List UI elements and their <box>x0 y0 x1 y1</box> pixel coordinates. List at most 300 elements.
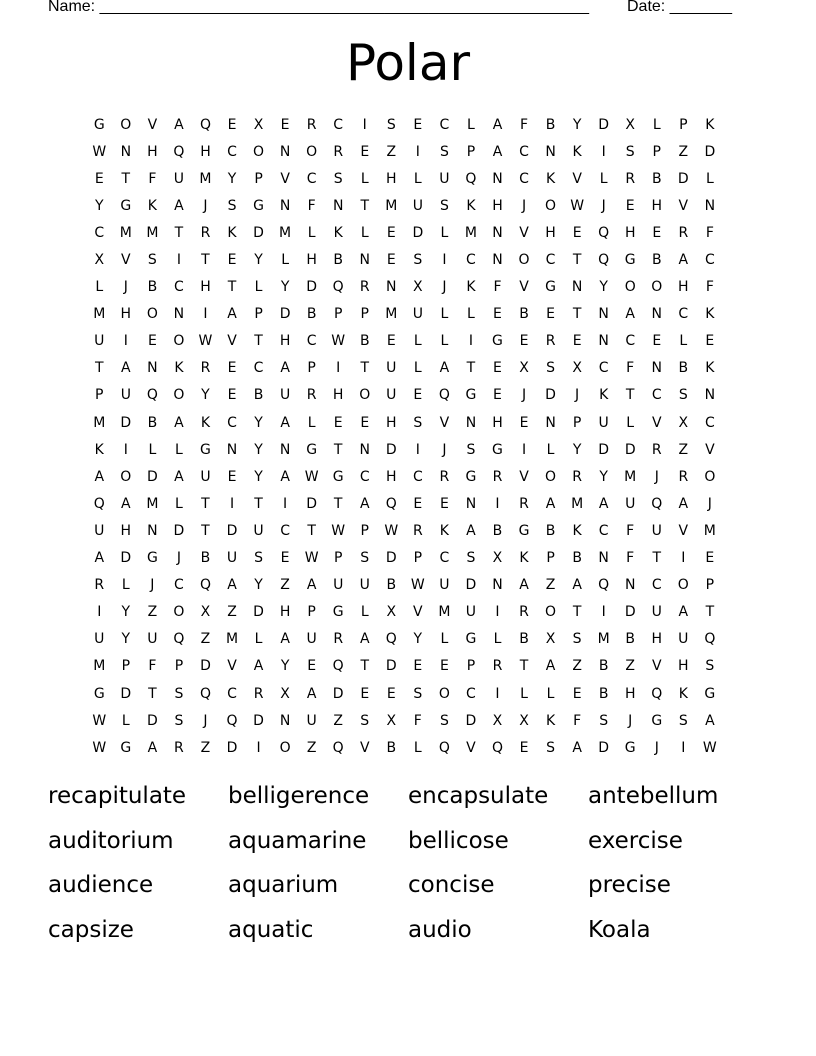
grid-cell[interactable]: Y <box>572 116 582 133</box>
grid-cell[interactable]: R <box>439 468 450 485</box>
grid-cell[interactable]: T <box>652 550 662 567</box>
grid-cell[interactable]: U <box>465 604 477 621</box>
grid-cell[interactable]: E <box>572 685 582 702</box>
grid-cell[interactable]: U <box>651 604 662 621</box>
grid-cell[interactable]: U <box>94 333 105 350</box>
grid-cell[interactable]: C <box>704 414 715 431</box>
grid-cell[interactable]: X <box>253 116 264 133</box>
grid-cell[interactable]: I <box>123 333 128 350</box>
grid-cell[interactable]: E <box>625 197 635 214</box>
grid-cell[interactable]: I <box>229 495 235 512</box>
grid-cell[interactable]: L <box>413 360 422 377</box>
grid-cell[interactable]: T <box>572 306 582 323</box>
grid-cell[interactable]: A <box>174 468 184 485</box>
grid-cell[interactable]: J <box>628 712 633 729</box>
grid-cell[interactable]: D <box>598 441 610 458</box>
grid-cell[interactable]: U <box>439 170 450 187</box>
grid-cell[interactable]: V <box>466 739 476 756</box>
grid-cell[interactable]: P <box>254 170 263 187</box>
grid-cell[interactable]: Z <box>306 739 317 756</box>
grid-cell[interactable]: Z <box>678 441 689 458</box>
grid-cell[interactable]: C <box>94 224 105 241</box>
grid-cell[interactable]: M <box>146 495 159 512</box>
grid-cell[interactable]: D <box>624 604 636 621</box>
grid-cell[interactable]: L <box>440 333 449 350</box>
grid-cell[interactable]: V <box>413 604 423 621</box>
grid-cell[interactable]: K <box>678 685 688 702</box>
grid-cell[interactable]: L <box>413 739 422 756</box>
grid-cell[interactable]: A <box>227 306 237 323</box>
grid-cell[interactable]: V <box>651 414 662 431</box>
grid-cell[interactable]: C <box>704 252 715 269</box>
grid-cell[interactable]: K <box>705 306 715 323</box>
grid-cell[interactable]: V <box>519 279 529 296</box>
grid-cell[interactable]: Q <box>491 739 503 756</box>
grid-cell[interactable]: I <box>415 143 420 160</box>
grid-cell[interactable]: S <box>360 550 370 567</box>
grid-cell[interactable]: P <box>466 143 476 160</box>
grid-cell[interactable]: I <box>521 441 527 458</box>
grid-cell[interactable]: L <box>546 441 555 458</box>
grid-cell[interactable]: I <box>256 739 261 756</box>
grid-cell[interactable]: M <box>624 468 637 485</box>
grid-cell[interactable]: K <box>545 712 556 729</box>
grid-cell[interactable]: L <box>652 116 661 133</box>
grid-cell[interactable]: X <box>625 116 635 133</box>
grid-cell[interactable]: G <box>200 441 211 458</box>
grid-cell[interactable]: L <box>440 631 449 648</box>
grid-cell[interactable]: E <box>652 224 662 241</box>
grid-cell[interactable]: E <box>519 333 529 350</box>
grid-cell[interactable]: U <box>306 631 317 648</box>
grid-cell[interactable]: L <box>121 712 130 729</box>
grid-cell[interactable]: E <box>147 333 157 350</box>
grid-cell[interactable]: C <box>466 252 476 269</box>
grid-cell[interactable]: W <box>304 550 319 567</box>
grid-cell[interactable]: B <box>147 279 158 296</box>
grid-cell[interactable]: T <box>254 495 263 512</box>
grid-cell[interactable]: M <box>597 631 610 648</box>
grid-cell[interactable]: N <box>492 224 503 241</box>
grid-cell[interactable]: R <box>519 604 529 621</box>
grid-cell[interactable]: H <box>120 522 132 539</box>
grid-cell[interactable]: P <box>95 387 104 404</box>
grid-cell[interactable]: D <box>677 170 689 187</box>
grid-cell[interactable]: D <box>385 550 397 567</box>
grid-cell[interactable]: L <box>281 252 289 269</box>
grid-cell[interactable]: I <box>601 604 606 621</box>
grid-cell[interactable]: R <box>200 224 211 241</box>
grid-cell[interactable]: N <box>279 143 291 160</box>
grid-cell[interactable]: N <box>147 360 158 377</box>
grid-cell[interactable]: Y <box>254 414 263 431</box>
grid-cell[interactable]: W <box>92 712 107 729</box>
grid-cell[interactable]: M <box>119 224 132 241</box>
grid-cell[interactable]: O <box>173 604 185 621</box>
grid-cell[interactable]: C <box>651 577 662 594</box>
grid-cell[interactable]: B <box>598 658 609 675</box>
grid-cell[interactable]: S <box>413 685 423 702</box>
grid-cell[interactable]: Z <box>545 577 556 594</box>
grid-cell[interactable]: A <box>678 604 689 621</box>
grid-cell[interactable]: N <box>651 306 662 323</box>
grid-cell[interactable]: S <box>174 685 184 702</box>
grid-cell[interactable]: H <box>279 333 291 350</box>
grid-cell[interactable]: A <box>678 495 689 512</box>
grid-cell[interactable]: A <box>121 495 131 512</box>
grid-cell[interactable]: L <box>493 631 502 648</box>
grid-cell[interactable]: W <box>331 333 346 350</box>
grid-cell[interactable]: S <box>439 712 449 729</box>
grid-cell[interactable]: M <box>385 306 398 323</box>
grid-cell[interactable]: E <box>360 414 370 431</box>
grid-cell[interactable]: D <box>704 143 716 160</box>
grid-cell[interactable]: C <box>519 143 529 160</box>
grid-cell[interactable]: O <box>651 279 663 296</box>
grid-cell[interactable]: B <box>678 360 689 377</box>
grid-cell[interactable]: B <box>200 550 211 567</box>
grid-cell[interactable]: I <box>601 143 606 160</box>
grid-cell[interactable]: D <box>279 306 291 323</box>
grid-cell[interactable]: A <box>598 495 609 512</box>
grid-cell[interactable]: L <box>148 441 157 458</box>
grid-cell[interactable]: L <box>467 116 475 133</box>
grid-cell[interactable]: Q <box>199 116 211 133</box>
grid-cell[interactable]: G <box>146 550 158 567</box>
grid-cell[interactable]: D <box>173 522 185 539</box>
grid-cell[interactable]: R <box>492 658 503 675</box>
grid-cell[interactable]: A <box>174 197 184 214</box>
grid-cell[interactable]: L <box>413 333 422 350</box>
grid-cell[interactable]: H <box>386 414 397 431</box>
grid-cell[interactable]: N <box>120 143 132 160</box>
grid-cell[interactable]: S <box>386 116 396 133</box>
grid-cell[interactable]: A <box>545 658 556 675</box>
grid-cell[interactable]: P <box>546 550 555 567</box>
grid-cell[interactable]: E <box>280 550 290 567</box>
grid-cell[interactable]: K <box>333 224 343 241</box>
grid-cell[interactable]: S <box>546 739 556 756</box>
grid-cell[interactable]: E <box>386 685 396 702</box>
grid-cell[interactable]: L <box>360 224 369 241</box>
grid-cell[interactable]: U <box>94 631 105 648</box>
grid-cell[interactable]: Z <box>227 604 237 621</box>
grid-cell[interactable]: B <box>545 116 556 133</box>
grid-cell[interactable]: L <box>705 170 714 187</box>
grid-cell[interactable]: X <box>519 360 529 377</box>
grid-cell[interactable]: D <box>146 712 158 729</box>
grid-cell[interactable]: C <box>253 360 264 377</box>
grid-cell[interactable]: I <box>681 739 686 756</box>
grid-cell[interactable]: U <box>147 631 158 648</box>
grid-cell[interactable]: J <box>601 197 606 214</box>
grid-cell[interactable]: K <box>439 522 449 539</box>
grid-cell[interactable]: D <box>200 658 211 675</box>
grid-cell[interactable]: R <box>359 279 370 296</box>
grid-cell[interactable]: C <box>227 414 237 431</box>
grid-cell[interactable]: Z <box>572 658 582 675</box>
grid-cell[interactable]: P <box>705 577 715 594</box>
grid-cell[interactable]: I <box>362 116 367 133</box>
grid-cell[interactable]: R <box>678 468 689 485</box>
grid-cell[interactable]: J <box>150 577 155 594</box>
grid-cell[interactable]: M <box>93 414 106 431</box>
grid-cell[interactable]: V <box>519 224 529 241</box>
grid-cell[interactable]: Q <box>199 577 211 594</box>
grid-cell[interactable]: S <box>625 143 635 160</box>
grid-cell[interactable]: B <box>651 252 662 269</box>
grid-cell[interactable]: W <box>384 522 399 539</box>
grid-cell[interactable]: E <box>307 658 317 675</box>
grid-cell[interactable]: N <box>571 279 583 296</box>
grid-cell[interactable]: K <box>572 522 582 539</box>
grid-cell[interactable]: U <box>439 577 450 594</box>
grid-cell[interactable]: P <box>121 658 131 675</box>
grid-cell[interactable]: S <box>599 712 609 729</box>
grid-cell[interactable]: D <box>598 739 610 756</box>
grid-cell[interactable]: L <box>95 279 104 296</box>
grid-cell[interactable]: H <box>147 143 158 160</box>
grid-cell[interactable]: H <box>492 197 503 214</box>
grid-cell[interactable]: O <box>120 468 132 485</box>
grid-cell[interactable]: T <box>519 658 529 675</box>
grid-cell[interactable]: Q <box>598 577 610 594</box>
grid-cell[interactable]: G <box>253 197 264 214</box>
grid-cell[interactable]: E <box>413 387 423 404</box>
grid-cell[interactable]: N <box>545 143 556 160</box>
grid-cell[interactable]: T <box>572 604 582 621</box>
grid-cell[interactable]: M <box>93 658 106 675</box>
grid-cell[interactable]: S <box>147 252 157 269</box>
grid-cell[interactable]: C <box>651 387 662 404</box>
grid-cell[interactable]: T <box>201 495 210 512</box>
grid-cell[interactable]: A <box>572 739 582 756</box>
grid-cell[interactable]: G <box>93 116 105 133</box>
grid-cell[interactable]: J <box>176 550 181 567</box>
grid-cell[interactable]: S <box>254 550 263 567</box>
grid-cell[interactable]: N <box>279 712 291 729</box>
grid-cell[interactable]: J <box>203 197 208 214</box>
grid-cell[interactable]: F <box>493 279 502 296</box>
grid-cell[interactable]: C <box>174 577 184 594</box>
grid-cell[interactable]: H <box>651 631 663 648</box>
grid-cell[interactable]: T <box>307 522 316 539</box>
grid-cell[interactable]: N <box>598 333 609 350</box>
grid-cell[interactable]: E <box>439 658 449 675</box>
grid-cell[interactable]: N <box>359 252 370 269</box>
grid-cell[interactable]: F <box>705 279 714 296</box>
grid-cell[interactable]: B <box>651 170 662 187</box>
grid-cell[interactable]: B <box>386 577 397 594</box>
grid-cell[interactable]: S <box>227 197 237 214</box>
grid-cell[interactable]: F <box>148 170 157 187</box>
grid-cell[interactable]: F <box>148 658 157 675</box>
grid-cell[interactable]: N <box>279 197 291 214</box>
date-field[interactable]: Date: _______ <box>627 0 732 15</box>
grid-cell[interactable]: C <box>227 143 237 160</box>
grid-cell[interactable]: G <box>120 197 132 214</box>
grid-cell[interactable]: Z <box>280 577 290 594</box>
grid-cell[interactable]: N <box>492 577 503 594</box>
grid-cell[interactable]: Q <box>598 224 610 241</box>
grid-cell[interactable]: J <box>442 279 447 296</box>
grid-cell[interactable]: S <box>174 712 184 729</box>
grid-cell[interactable]: V <box>678 197 689 214</box>
grid-cell[interactable]: O <box>359 387 371 404</box>
grid-cell[interactable]: P <box>360 522 369 539</box>
grid-cell[interactable]: H <box>386 468 397 485</box>
grid-cell[interactable]: A <box>306 685 317 702</box>
grid-cell[interactable]: V <box>572 170 582 187</box>
grid-cell[interactable]: U <box>120 387 131 404</box>
grid-cell[interactable]: S <box>705 658 715 675</box>
grid-cell[interactable]: O <box>173 387 185 404</box>
grid-cell[interactable]: A <box>280 414 290 431</box>
grid-cell[interactable]: F <box>413 712 422 729</box>
grid-cell[interactable]: R <box>200 360 211 377</box>
grid-cell[interactable]: A <box>306 577 317 594</box>
grid-cell[interactable]: J <box>442 441 447 458</box>
grid-cell[interactable]: T <box>360 658 370 675</box>
grid-cell[interactable]: X <box>280 685 290 702</box>
grid-cell[interactable]: N <box>651 360 662 377</box>
grid-cell[interactable]: L <box>467 306 475 323</box>
grid-cell[interactable]: S <box>466 441 476 458</box>
name-field[interactable]: Name: _______________________________________________________ <box>48 0 589 15</box>
grid-cell[interactable]: A <box>492 143 503 160</box>
grid-cell[interactable]: R <box>651 441 662 458</box>
grid-cell[interactable]: M <box>279 224 292 241</box>
grid-cell[interactable]: G <box>332 604 344 621</box>
grid-cell[interactable]: S <box>546 360 556 377</box>
grid-cell[interactable]: E <box>413 116 423 133</box>
grid-cell[interactable]: I <box>203 306 208 323</box>
grid-cell[interactable]: A <box>94 550 105 567</box>
grid-cell[interactable]: P <box>572 414 582 431</box>
grid-cell[interactable]: O <box>704 468 716 485</box>
grid-cell[interactable]: Y <box>599 468 608 485</box>
grid-cell[interactable]: Y <box>413 631 423 648</box>
grid-cell[interactable]: R <box>306 387 317 404</box>
grid-cell[interactable]: A <box>519 577 529 594</box>
grid-cell[interactable]: Y <box>201 387 210 404</box>
grid-cell[interactable]: V <box>519 468 529 485</box>
grid-cell[interactable]: D <box>253 604 264 621</box>
grid-cell[interactable]: M <box>385 197 398 214</box>
grid-cell[interactable]: M <box>571 495 584 512</box>
grid-cell[interactable]: A <box>280 468 290 485</box>
grid-cell[interactable]: E <box>94 170 104 187</box>
grid-cell[interactable]: E <box>705 550 715 567</box>
grid-cell[interactable]: U <box>386 387 397 404</box>
grid-cell[interactable]: A <box>625 306 635 323</box>
grid-cell[interactable]: H <box>120 306 132 323</box>
grid-cell[interactable]: D <box>226 739 238 756</box>
grid-cell[interactable]: A <box>94 468 105 485</box>
grid-cell[interactable]: V <box>227 333 237 350</box>
grid-cell[interactable]: L <box>599 170 608 187</box>
grid-cell[interactable]: G <box>545 279 556 296</box>
grid-cell[interactable]: X <box>545 631 556 648</box>
grid-cell[interactable]: R <box>306 116 317 133</box>
grid-cell[interactable]: I <box>97 604 102 621</box>
grid-cell[interactable]: P <box>307 604 316 621</box>
grid-cell[interactable]: A <box>572 577 582 594</box>
grid-cell[interactable]: U <box>625 495 636 512</box>
grid-cell[interactable]: L <box>307 414 316 431</box>
grid-cell[interactable]: A <box>678 252 689 269</box>
grid-cell[interactable]: R <box>625 170 636 187</box>
grid-cell[interactable]: H <box>279 604 291 621</box>
grid-cell[interactable]: G <box>120 739 132 756</box>
grid-cell[interactable]: E <box>652 333 662 350</box>
grid-cell[interactable]: G <box>704 685 716 702</box>
grid-cell[interactable]: Q <box>332 279 344 296</box>
grid-cell[interactable]: B <box>519 631 529 648</box>
grid-cell[interactable]: H <box>200 279 211 296</box>
grid-cell[interactable]: E <box>280 116 290 133</box>
grid-cell[interactable]: A <box>359 631 370 648</box>
grid-cell[interactable]: E <box>493 306 502 323</box>
grid-cell[interactable]: S <box>413 414 423 431</box>
grid-cell[interactable]: C <box>280 522 290 539</box>
grid-cell[interactable]: A <box>280 360 290 377</box>
grid-cell[interactable]: Q <box>385 495 397 512</box>
grid-cell[interactable]: Y <box>254 468 263 485</box>
grid-cell[interactable]: B <box>572 550 582 567</box>
grid-cell[interactable]: R <box>545 333 556 350</box>
grid-cell[interactable]: O <box>173 333 185 350</box>
grid-cell[interactable]: N <box>173 306 185 323</box>
grid-cell[interactable]: G <box>624 739 636 756</box>
grid-cell[interactable]: D <box>306 279 318 296</box>
grid-cell[interactable]: Y <box>121 631 131 648</box>
grid-cell[interactable]: C <box>227 685 237 702</box>
grid-cell[interactable]: Z <box>625 658 635 675</box>
grid-cell[interactable]: Q <box>173 143 185 160</box>
grid-cell[interactable]: F <box>626 360 635 377</box>
grid-cell[interactable]: R <box>253 685 264 702</box>
grid-cell[interactable]: L <box>440 224 449 241</box>
grid-cell[interactable]: T <box>174 224 184 241</box>
grid-cell[interactable]: F <box>626 550 635 567</box>
grid-cell[interactable]: K <box>599 387 609 404</box>
grid-cell[interactable]: B <box>359 333 370 350</box>
grid-cell[interactable]: E <box>572 333 582 350</box>
grid-cell[interactable]: E <box>519 739 529 756</box>
grid-cell[interactable]: B <box>386 739 397 756</box>
grid-cell[interactable]: E <box>572 224 582 241</box>
grid-cell[interactable]: P <box>307 360 316 377</box>
grid-cell[interactable]: N <box>147 522 158 539</box>
grid-cell[interactable]: Y <box>280 279 290 296</box>
grid-cell[interactable]: E <box>227 252 237 269</box>
grid-cell[interactable]: O <box>279 739 291 756</box>
grid-cell[interactable]: W <box>92 739 107 756</box>
grid-cell[interactable]: V <box>439 414 450 431</box>
grid-cell[interactable]: C <box>174 279 184 296</box>
grid-cell[interactable]: N <box>359 441 370 458</box>
grid-cell[interactable]: U <box>306 712 317 729</box>
grid-cell[interactable]: K <box>466 197 476 214</box>
grid-cell[interactable]: K <box>147 197 157 214</box>
grid-cell[interactable]: E <box>333 414 343 431</box>
grid-cell[interactable]: N <box>545 414 556 431</box>
grid-cell[interactable]: E <box>439 495 449 512</box>
grid-cell[interactable]: Y <box>280 658 290 675</box>
grid-cell[interactable]: J <box>521 387 527 404</box>
grid-cell[interactable]: I <box>123 441 128 458</box>
